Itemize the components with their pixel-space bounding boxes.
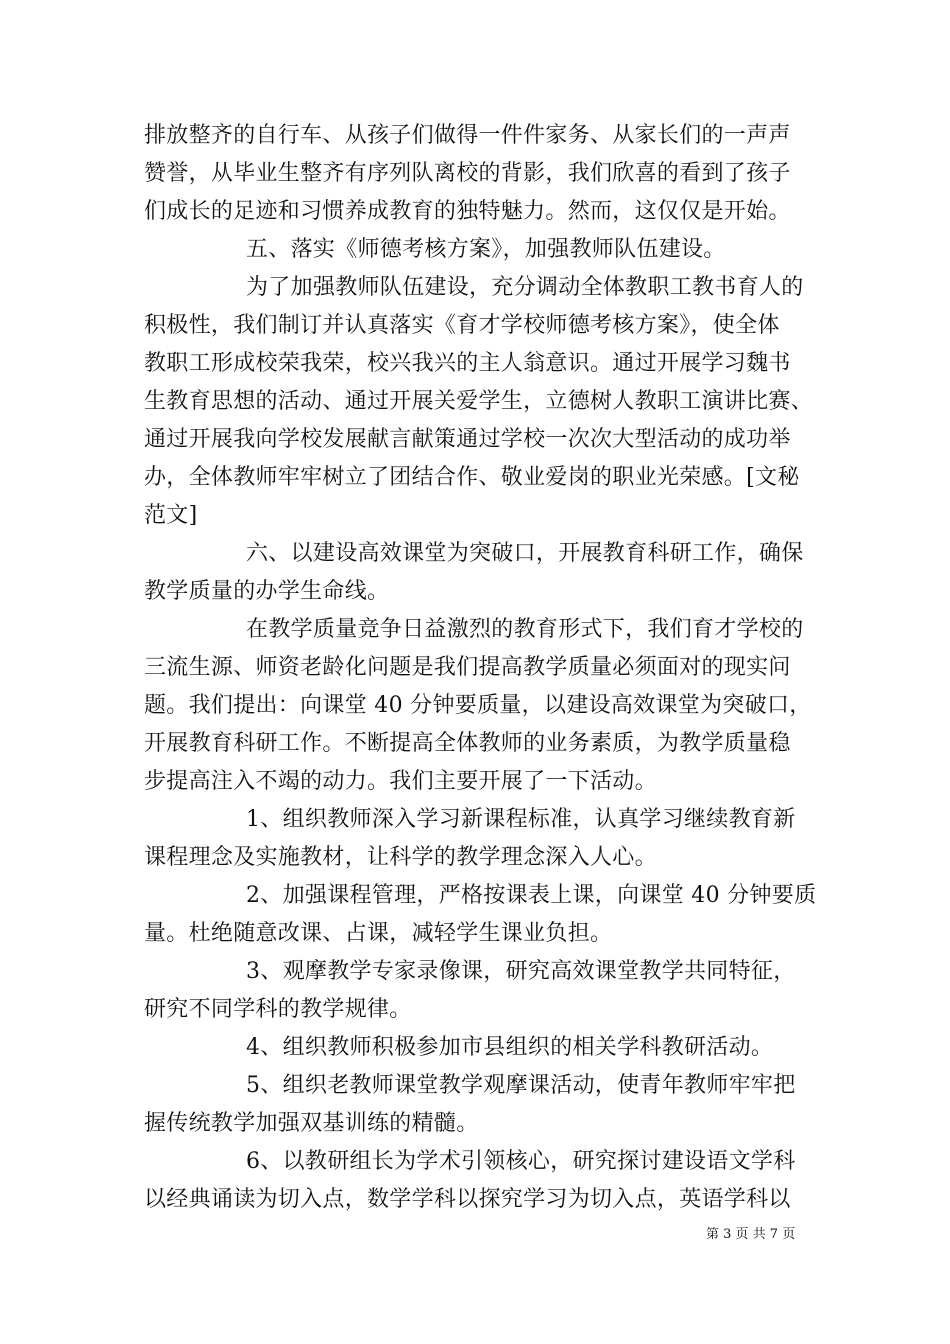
body-text-line: 在教学质量竞争日益激烈的教育形式下，我们育才学校的 bbox=[246, 617, 804, 642]
body-text-line: 赞誉，从毕业生整齐有序列队离校的背影，我们欣喜的看到了孩子 bbox=[144, 161, 791, 186]
list-item: 量。杜绝随意改课、占课，减轻学生课业负担。 bbox=[144, 921, 613, 946]
list-item: 以经典诵读为切入点，数学学科以探究学习为切入点，英语学科以 bbox=[144, 1187, 791, 1212]
list-item: 5、组织老教师课堂教学观摩课活动，使青年教师牢牢把 bbox=[246, 1073, 796, 1098]
list-item: 2、加强课程管理，严格按课表上课，向课堂 40 分钟要质 bbox=[246, 883, 817, 908]
body-text-line: 们成长的足迹和习惯养成教育的独特魅力。然而，这仅仅是开始。 bbox=[144, 199, 791, 224]
list-item: 3、观摩教学专家录像课，研究高效课堂教学共同特征， bbox=[246, 959, 796, 984]
body-text-line: 生教育思想的活动、通过开展关爱学生，立德树人教职工演讲比赛、 bbox=[144, 389, 814, 414]
body-text-line: 办，全体教师牢牢树立了团结合作、敬业爱岗的职业光荣感。[文秘 bbox=[144, 465, 800, 490]
list-item: 4、组织教师积极参加市县组织的相关学科教研活动。 bbox=[246, 1035, 774, 1060]
body-text-line: 步提高注入不竭的动力。我们主要开展了一下活动。 bbox=[144, 769, 657, 794]
list-item: 6、以教研组长为学术引领核心，研究探讨建设语文学科 bbox=[246, 1149, 796, 1174]
section-heading: 六、以建设高效课堂为突破口，开展教育科研工作，确保 bbox=[246, 541, 804, 566]
body-text-line: 范文] bbox=[144, 503, 198, 528]
body-text-line: 通过开展我向学校发展献言献策通过学校一次次大型活动的成功举 bbox=[144, 427, 791, 452]
list-item: 研究不同学科的教学规律。 bbox=[144, 997, 412, 1022]
section-heading: 教学质量的办学生命线。 bbox=[144, 579, 390, 604]
body-text-line: 积极性，我们制订并认真落实《育才学校师德考核方案》，使全体 bbox=[144, 313, 780, 338]
body-text-line: 教职工形成校荣我荣，校兴我兴的主人翁意识。通过开展学习魏书 bbox=[144, 351, 791, 376]
page-number-footer: 第 3 页 共 7 页 bbox=[706, 1227, 796, 1242]
body-text-line: 开展教育科研工作。不断提高全体教师的业务素质，为教学质量稳 bbox=[144, 731, 791, 756]
body-text-line: 排放整齐的自行车、从孩子们做得一件件家务、从家长们的一声声 bbox=[144, 123, 791, 148]
body-text-line: 为了加强教师队伍建设，充分调动全体教职工教书育人的 bbox=[246, 275, 804, 300]
body-text-line: 三流生源、师资老龄化问题是我们提高教学质量必须面对的现实问 bbox=[144, 655, 791, 680]
body-text-line: 题。我们提出：向课堂 40 分钟要质量，以建设高效课堂为突破口， bbox=[144, 693, 812, 718]
section-heading: 五、落实《师德考核方案》，加强教师队伍建设。 bbox=[246, 237, 726, 262]
list-item: 课程理念及实施教材，让科学的教学理念深入人心。 bbox=[144, 845, 657, 870]
list-item: 握传统教学加强双基训练的精髓。 bbox=[144, 1111, 479, 1136]
list-item: 1、组织教师深入学习新课程标准，认真学习继续教育新 bbox=[246, 807, 796, 832]
